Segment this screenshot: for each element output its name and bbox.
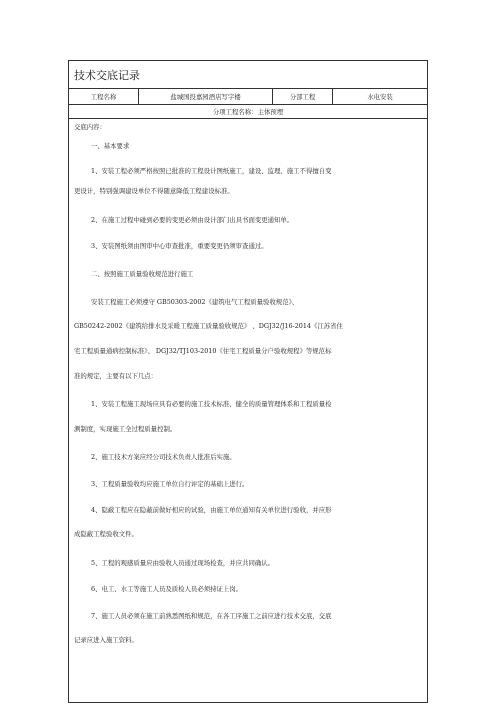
paragraph-line: 4、隐蔽工程应在隐蔽前做好相应的试验，由施工单位通知有关单位进行验收，并应形: [91, 506, 332, 514]
paragraph-line: 5、工程的观感质量应由验收人员通过现场检查，并应共同确认。: [91, 559, 275, 567]
paragraph-line: 准的规定，主要有以下几点：: [74, 372, 158, 380]
section-heading-1: 一、基本要求: [91, 142, 130, 150]
item-project-row: 分项工程名称：主体预埋: [69, 105, 427, 119]
project-name-value: 盐城国投嘉园酒店写字楼: [139, 89, 273, 104]
paragraph-line: 2、在施工过程中碰到必要的变更必须由设计部门出具书面变更通知单。: [91, 216, 294, 224]
paragraph-line: 宅工程质量通病控制标准》、 DGJ32/TJ103-2010《住宅工程质量分户验收规程》等规范标: [74, 347, 332, 355]
project-info-row: [69, 89, 427, 105]
paragraph-line: GB50242-2002《建筑给排水及采暖工程施工质量验收规范》 、DGJ32/J16-2014《江苏省住: [74, 322, 343, 330]
sub-project-label: 分部工程: [273, 89, 333, 104]
disclosure-content: [69, 119, 427, 704]
project-name-label: 工程名称: [69, 89, 139, 104]
technical-disclosure-form: [68, 60, 428, 703]
paragraph-line: 测制度，实现施工全过程质量控制。: [74, 425, 177, 433]
paragraph-line: 更设计，特别强调建设单位不得随意降低工程建设标准。: [74, 187, 234, 195]
paragraph-line: 6、电工、水工等施工人员及质检人员必须持证上岗。: [91, 585, 243, 593]
paragraph-line: 3、工程质量验收均应施工单位自行评定的基础上进行。: [91, 480, 249, 488]
paragraph-line: 成隐蔽工程验收文件。: [74, 530, 138, 538]
paragraph-line: 记录应进入施工资料。: [74, 636, 138, 644]
paragraph-line: 3、安装图纸须由图审中心审查批准，重要变更仍须审查通过。: [91, 242, 268, 250]
sub-project-value: 水电安装: [367, 93, 393, 101]
paragraph-line: 1、安装工程施工现场应具有必要的施工技术标准、健全的质量管理体系和工程质量检: [91, 400, 332, 408]
paragraph-line: 2、施工技术方案应经公司技术负责人批准后实施。: [91, 453, 236, 461]
paragraph-line: 安装工程施工必须遵守 GB50303-2002《建筑电气工程质量验收规范》、: [91, 298, 299, 306]
content-label: 交底内容：: [74, 123, 106, 131]
section-heading-2: 二、按照施工质量验收规范进行施工: [91, 270, 194, 278]
form-title: 技术交底记录: [69, 61, 427, 89]
paragraph-line: 1、安装工程必须严格按照已批准的工程设计图纸施工，建设、监理、施工不得擅自变: [91, 167, 332, 175]
paragraph-line: 7、施工人员必须在施工前熟悉图纸和规范，在各工序施工之前应进行技术交底，交底: [91, 612, 332, 620]
